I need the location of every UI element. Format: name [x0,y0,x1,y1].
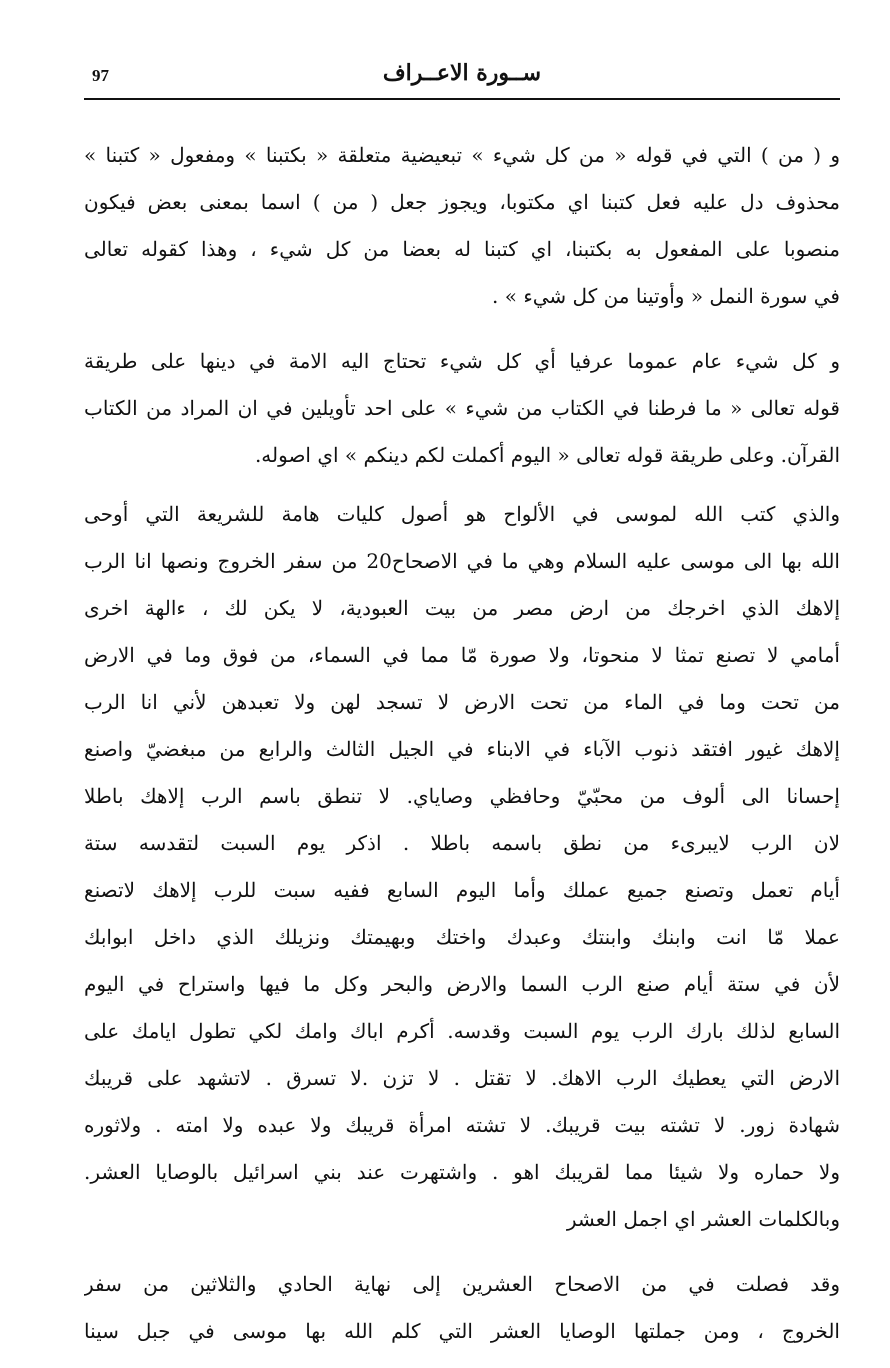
text-line: ولا حماره ولا شيئا مما لقريبك اهو . واشتهرت عند بني اسرائيل بالوصايا العشر. [84,1160,840,1184]
text-line: وبالكلمات العشر اي اجمل العشر [566,1207,840,1231]
text-line: وقد فصلت في من الاصحاح العشرين إلى نهاية الحادي والثلاثين من سفر [84,1272,840,1296]
text-line: في سورة النمل « وأوتينا من كل شيء » . [492,284,840,308]
text-line: أيام تعمل وتصنع جميع عملك وأما اليوم السابع ففيه سبت للرب إلاهك لاتصنع [84,878,840,902]
text-line: من تحت وما في الماء من تحت الارض لا تسجد لهن ولا تعبدهن لأني انا الرب [84,690,840,714]
text-line: إلاهك غيور افتقد ذنوب الآباء في الابناء في الجيل الثالث والرابع من مبغضيّ واصنع [84,737,840,761]
text-line: عملا مّا انت وابنك وابنتك وعبدك واختك وبهيمتك ونزيلك الذي داخل ابوابك [84,925,840,949]
paragraph-4 [84,1261,840,1355]
running-title: ســورة الاعــراف [382,60,542,86]
text-line: القرآن. وعلى طريقة قوله تعالى « اليوم أكملت لكم دينكم » اي اصوله. [254,443,840,467]
paragraph-gap [84,320,840,338]
text-line: الارض التي يعطيك الرب الاهك. لا تقتل . لا تزن .لا تسرق . لاتشهد على قريبك [84,1066,840,1090]
text-line: شهادة زور. لا تشته بيت قريبك. لا تشته امرأة قريبك ولا عبده ولا امته . ولاثوره [84,1113,840,1137]
text-line: إلاهك الذي اخرجك من ارض مصر من بيت العبودية، لا يكن لك ، ءالهة اخرى [84,596,840,620]
text-line: و ( من ) التي في قوله « من كل شيء » تبعيضية متعلقة « بكتبنا » ومفعول « كتبنا » [84,143,840,167]
page-header [84,60,840,100]
text-line: إحسانا الى ألوف من محبّيّ وحافظي وصاياي. لا تنطق باسم الرب إلاهك باطلا [84,784,840,808]
body-text [84,132,840,1355]
paragraph-gap [84,1243,840,1261]
paragraph-gap [84,479,840,491]
text-line: لان الرب لايبرىء من نطق باسمه باطلا . اذكر يوم السبت لتقدسه ستة [84,831,840,855]
text-line: السابع لذلك بارك الرب يوم السبت وقدسه. أكرم اباك وامك لكي تطول ايامك على [84,1019,840,1043]
text-line: أمامي لا تصنع تمثا لا منحوتا، ولا صورة مّا مما في السماء، من فوق وما في الارض [84,643,840,667]
paragraph-1 [84,132,840,320]
header-rule [84,98,840,100]
text-line: محذوف دل عليه فعل كتبنا اي مكتوبا، ويجوز جعل ( من ) اسما بمعنى بعض فيكون [84,190,840,214]
paragraph-2 [84,338,840,479]
text-line: الخروج ، ومن جملتها الوصايا العشر التي كلم الله بها موسى في جبل سينا [84,1319,840,1343]
text-line: و كل شيء عام عموما عرفيا أي كل شيء تحتاج اليه الامة في دينها على طريقة [84,349,840,373]
page-number: 97 [92,66,109,85]
paragraph-3 [84,491,840,1243]
text-line: قوله تعالى « ما فرطنا في الكتاب من شيء » على احد تأويلين في ان المراد من الكتاب [84,396,840,420]
text-line: والذي كتب الله لموسى في الألواح هو أصول كليات هامة للشريعة التي أوحى [84,502,840,526]
text-line: لأن في ستة أيام صنع الرب السما والارض والبحر وكل ما فيها واستراح في اليوم [84,972,840,996]
text-line: الله بها الى موسى عليه السلام وهي ما في الاصحاح20 من سفر الخروج ونصها انا الرب [84,549,840,573]
text-line: منصوبا على المفعول به بكتبنا، اي كتبنا له بعضا من كل شيء ، وهذا كقوله تعالى [84,237,840,261]
